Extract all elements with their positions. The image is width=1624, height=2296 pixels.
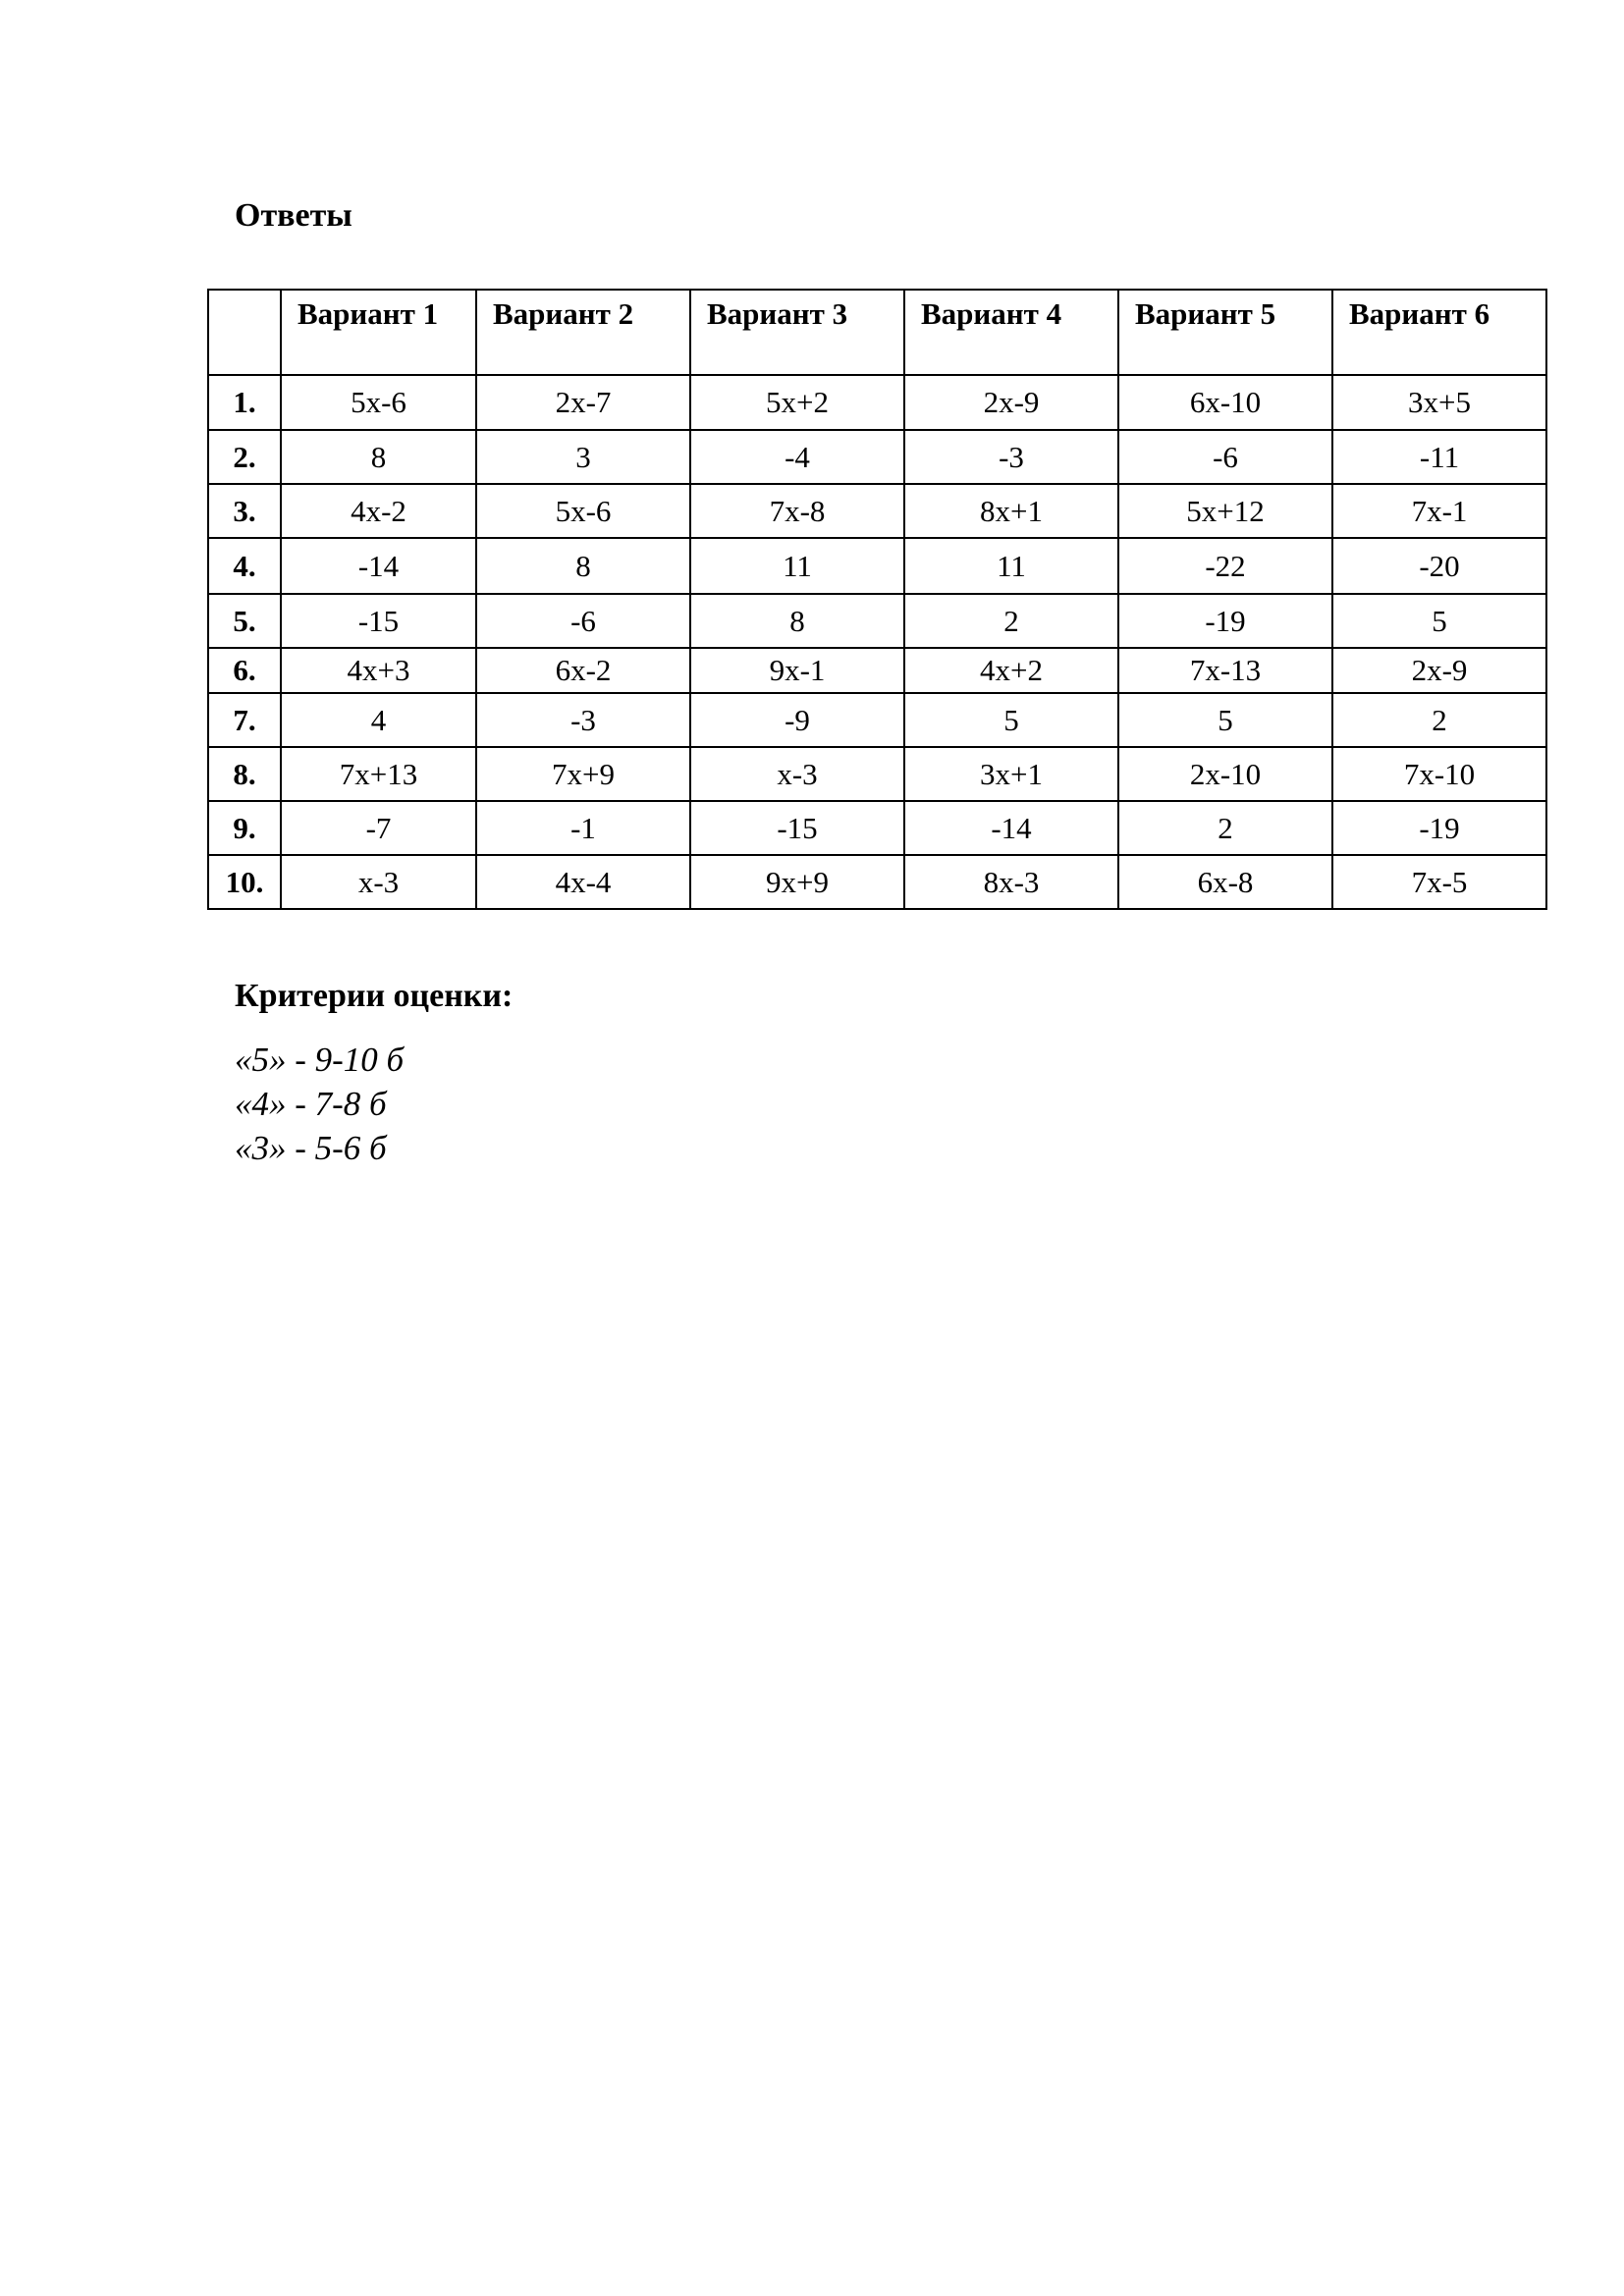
answer-cell: 3x+5 — [1332, 375, 1546, 430]
answer-cell: 8 — [281, 430, 476, 484]
answer-cell: 4x-4 — [476, 855, 690, 909]
column-header-variant-4: Вариант 4 — [904, 290, 1118, 375]
table-row — [208, 375, 1546, 430]
criteria-list — [235, 1038, 404, 1170]
answer-cell: -19 — [1332, 801, 1546, 855]
table-row — [208, 801, 1546, 855]
answer-cell: 3 — [476, 430, 690, 484]
table-header-row — [208, 290, 1546, 375]
answer-cell: -9 — [690, 693, 904, 747]
answer-cell: 4x+2 — [904, 648, 1118, 693]
answer-cell: -15 — [690, 801, 904, 855]
answer-cell: -11 — [1332, 430, 1546, 484]
answer-cell: 3x+1 — [904, 747, 1118, 801]
answer-cell: -6 — [476, 594, 690, 648]
answer-cell: 8x-3 — [904, 855, 1118, 909]
column-header-variant-3: Вариант 3 — [690, 290, 904, 375]
answer-cell: 2x-9 — [904, 375, 1118, 430]
answer-cell: 9x+9 — [690, 855, 904, 909]
criteria-heading: Критерии оценки: — [235, 978, 514, 1014]
answer-cell: 6x-8 — [1118, 855, 1332, 909]
row-number: 2. — [208, 430, 281, 484]
row-number: 4. — [208, 538, 281, 594]
table-row — [208, 594, 1546, 648]
answer-cell: 6x-2 — [476, 648, 690, 693]
answer-cell: 2 — [1332, 693, 1546, 747]
answer-cell: 7x-5 — [1332, 855, 1546, 909]
answer-cell: 2x-9 — [1332, 648, 1546, 693]
answer-cell: 2x-10 — [1118, 747, 1332, 801]
answer-cell: -3 — [476, 693, 690, 747]
answer-cell: 4 — [281, 693, 476, 747]
answer-cell: 8x+1 — [904, 484, 1118, 538]
answer-cell: 8 — [476, 538, 690, 594]
answer-cell: -19 — [1118, 594, 1332, 648]
answer-cell: 7x-8 — [690, 484, 904, 538]
answer-cell: 6x-10 — [1118, 375, 1332, 430]
answer-cell: x-3 — [690, 747, 904, 801]
page-title: Ответы — [235, 197, 352, 234]
criteria-item-grade-5: «5» - 9-10 б — [235, 1041, 405, 1079]
answer-cell: 4x+3 — [281, 648, 476, 693]
answer-cell: 2x-7 — [476, 375, 690, 430]
table-row — [208, 484, 1546, 538]
answer-cell: 7x-1 — [1332, 484, 1546, 538]
answer-cell: -15 — [281, 594, 476, 648]
answer-cell: 4x-2 — [281, 484, 476, 538]
answer-cell: -20 — [1332, 538, 1546, 594]
row-number: 8. — [208, 747, 281, 801]
answer-cell: 8 — [690, 594, 904, 648]
answer-cell: 5 — [1118, 693, 1332, 747]
answer-cell: 2 — [904, 594, 1118, 648]
answers-table — [207, 289, 1547, 910]
table-row — [208, 648, 1546, 693]
row-number: 3. — [208, 484, 281, 538]
answer-cell: x-3 — [281, 855, 476, 909]
criteria-item-grade-3: «3» - 5-6 б — [235, 1129, 387, 1167]
answer-cell: 2 — [1118, 801, 1332, 855]
answer-cell: -3 — [904, 430, 1118, 484]
answer-cell: 5 — [1332, 594, 1546, 648]
row-number: 7. — [208, 693, 281, 747]
answer-cell: -6 — [1118, 430, 1332, 484]
answer-cell: -22 — [1118, 538, 1332, 594]
answer-cell: 7x+9 — [476, 747, 690, 801]
answer-cell: 5x+2 — [690, 375, 904, 430]
answer-cell: -14 — [281, 538, 476, 594]
answer-cell: 7x-10 — [1332, 747, 1546, 801]
answer-cell: 5x-6 — [476, 484, 690, 538]
row-number: 9. — [208, 801, 281, 855]
answer-cell: 5x+12 — [1118, 484, 1332, 538]
answer-cell: 11 — [904, 538, 1118, 594]
column-header-variant-1: Вариант 1 — [281, 290, 476, 375]
row-number: 6. — [208, 648, 281, 693]
answer-cell: 7x+13 — [281, 747, 476, 801]
row-number: 1. — [208, 375, 281, 430]
column-header-variant-6: Вариант 6 — [1332, 290, 1546, 375]
answer-cell: -1 — [476, 801, 690, 855]
table-row — [208, 855, 1546, 909]
table-row — [208, 747, 1546, 801]
column-header-variant-2: Вариант 2 — [476, 290, 690, 375]
row-number: 5. — [208, 594, 281, 648]
answer-cell: -4 — [690, 430, 904, 484]
criteria-item-grade-4: «4» - 7-8 б — [235, 1085, 387, 1123]
table-row — [208, 693, 1546, 747]
answers-table-body — [208, 375, 1546, 909]
answer-cell: 5x-6 — [281, 375, 476, 430]
answer-cell: 11 — [690, 538, 904, 594]
answer-cell: 7x-13 — [1118, 648, 1332, 693]
table-row — [208, 430, 1546, 484]
answer-cell: 9x-1 — [690, 648, 904, 693]
table-row — [208, 538, 1546, 594]
answer-cell: -14 — [904, 801, 1118, 855]
row-number: 10. — [208, 855, 281, 909]
answer-cell: 5 — [904, 693, 1118, 747]
column-header-variant-5: Вариант 5 — [1118, 290, 1332, 375]
table-corner-cell — [208, 290, 281, 375]
answer-cell: -7 — [281, 801, 476, 855]
